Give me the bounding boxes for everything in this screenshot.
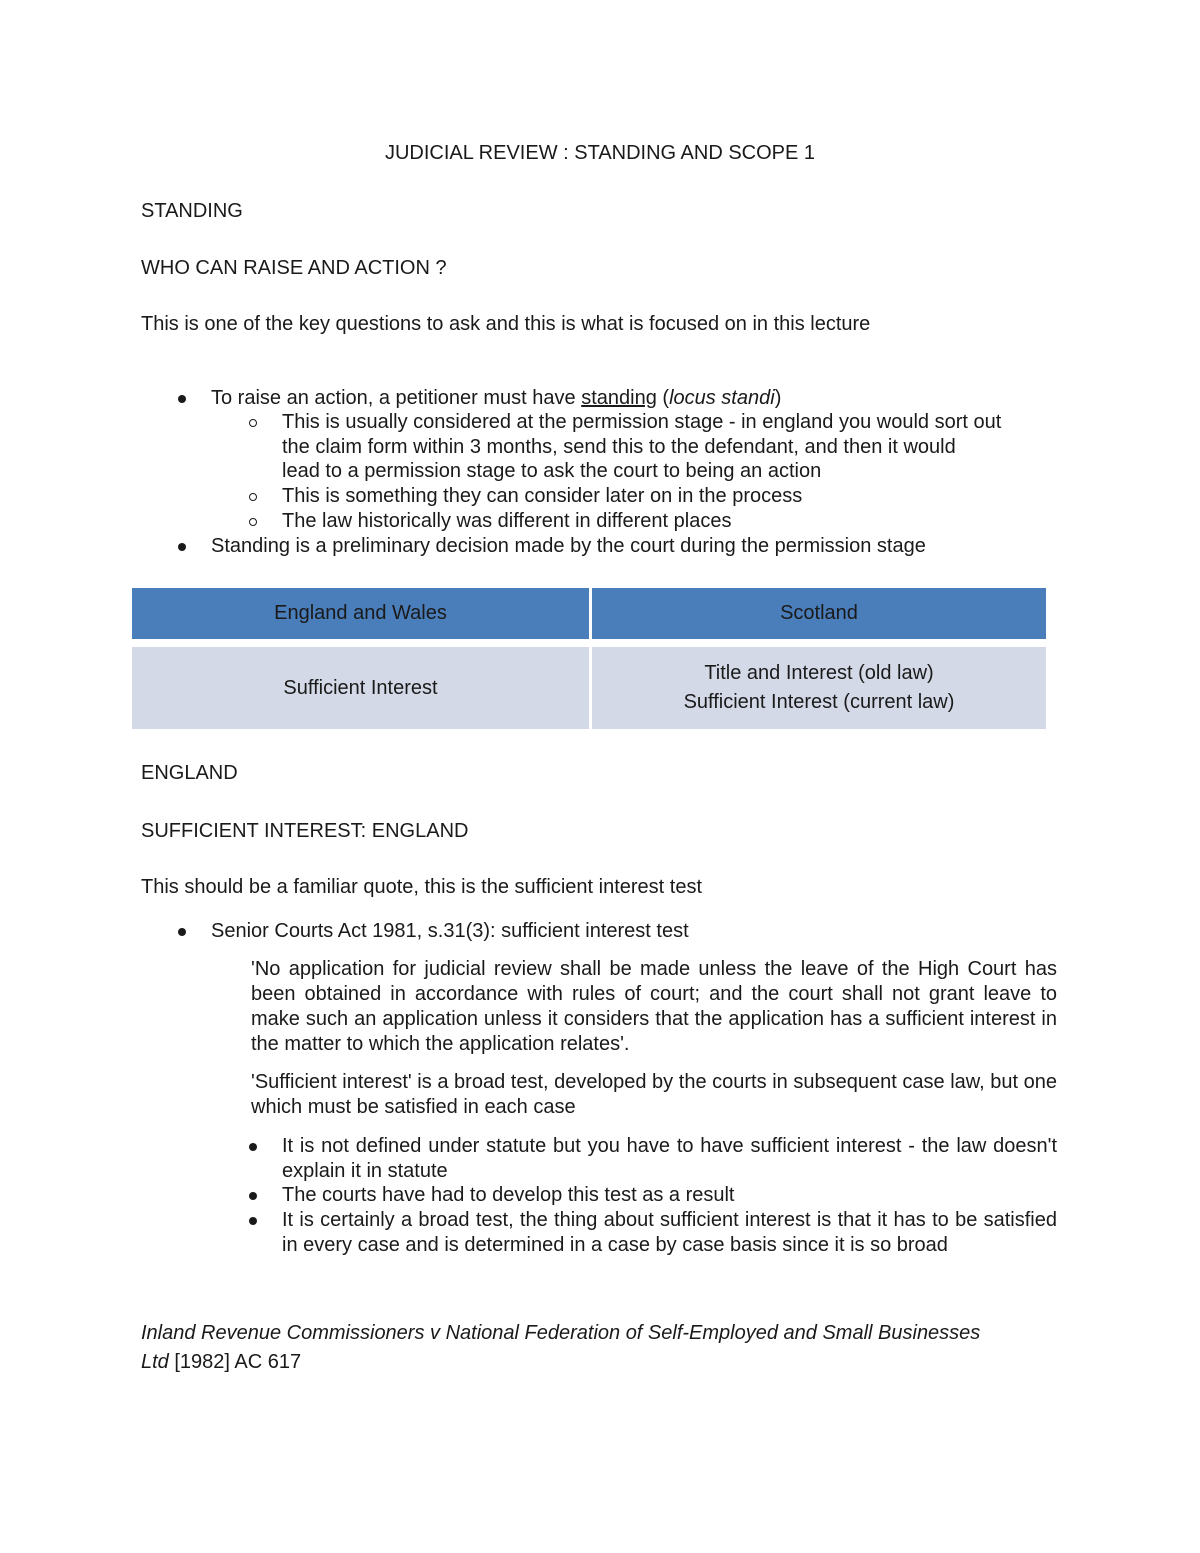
sufficient-interest-heading: SUFFICIENT INTEREST: ENGLAND (141, 820, 469, 842)
locus-standi-italic: locus standi (669, 387, 775, 409)
bullet-dot-icon (249, 1192, 257, 1200)
bullet-standing-text: To raise an action, a petitioner must have (211, 387, 582, 409)
who-heading: WHO CAN RAISE AND ACTION ? (141, 257, 447, 279)
bullet-standing-paren-open: ( (656, 387, 670, 409)
bullet-dot-icon (178, 543, 186, 551)
sub-bullet-permission-l2: the claim form within 3 months, send this to the defendant, and then it would (282, 436, 956, 458)
sub-bullet-broad-test: It is certainly a broad test, the thing about sufficient interest is that it has to be satisfied in every case and is determined in a case by case basis since it is so broad (282, 1209, 1057, 1256)
bullet-standing-paren-close: ) (774, 387, 782, 409)
table-cell-england: Sufficient Interest (132, 647, 589, 729)
bullet-dot-icon (178, 928, 186, 936)
sub-bullet-permission-l1: This is usually considered at the permission stage - in england you would sort out (282, 411, 1002, 433)
document-title: JUDICIAL REVIEW : STANDING AND SCOPE 1 (384, 142, 816, 164)
table-header-scotland: Scotland (589, 588, 1046, 639)
case-name-line1: Inland Revenue Commissioners v National Federation of Self-Employed and Small Businesses (141, 1322, 981, 1344)
standing-underlined: standing (581, 387, 657, 409)
standing-heading: STANDING (141, 200, 243, 222)
case-citation: [1982] AC 617 (168, 1351, 302, 1373)
case-name-ltd: Ltd (141, 1351, 169, 1373)
sub-bullet-historically: The law historically was different in different places (282, 510, 732, 532)
table-header-row (132, 588, 1046, 639)
sub-bullet-not-defined: It is not defined under statute but you have to have sufficient interest - the law doesn't explain it in statute (282, 1135, 1057, 1182)
bullet-dot-icon (249, 1143, 257, 1151)
comparison-table (132, 588, 1046, 729)
bullet-standing (211, 386, 781, 411)
case-name-line2 (141, 1350, 301, 1375)
bullet-preliminary: Standing is a preliminary decision made by the court during the permission stage (211, 535, 926, 557)
table-header-england-wales: England and Wales (132, 588, 589, 639)
bullet-ring-icon (249, 493, 257, 501)
table-cell-scotland (589, 647, 1046, 729)
bullet-dot-icon (178, 395, 186, 403)
familiar-quote-paragraph: This should be a familiar quote, this is the sufficient interest test (141, 876, 703, 898)
bullet-senior-courts-act: Senior Courts Act 1981, s.31(3): sufficient interest test (211, 920, 689, 942)
bullet-ring-icon (249, 518, 257, 526)
table-row (132, 647, 1046, 729)
intro-paragraph: This is one of the key questions to ask and this is what is focused on in this lecture (141, 313, 871, 335)
table-gap (132, 639, 1046, 647)
sub-bullet-permission-l3: lead to a permission stage to ask the court to being an action (282, 460, 822, 482)
statute-quote: 'No application for judicial review shall be made unless the leave of the High Court has been obtained in accordance with rules of court; and the court shall not grant leave to make such an application unless it considers that the application has a sufficient interest in the matter to which the application relates'. (251, 958, 1057, 1055)
bullet-dot-icon (249, 1217, 257, 1225)
sub-bullet-develop-test: The courts have had to develop this test as a result (282, 1184, 735, 1206)
bullet-ring-icon (249, 419, 257, 427)
scotland-current-law: Sufficient Interest (current law) (683, 691, 955, 713)
broad-test-quote: 'Sufficient interest' is a broad test, developed by the courts in subsequent case law, but one which must be satisfied in each case (251, 1071, 1057, 1118)
england-heading: ENGLAND (141, 762, 238, 784)
scotland-old-law: Title and Interest (old law) (704, 662, 934, 684)
sub-bullet-later: This is something they can consider later on in the process (282, 485, 803, 507)
